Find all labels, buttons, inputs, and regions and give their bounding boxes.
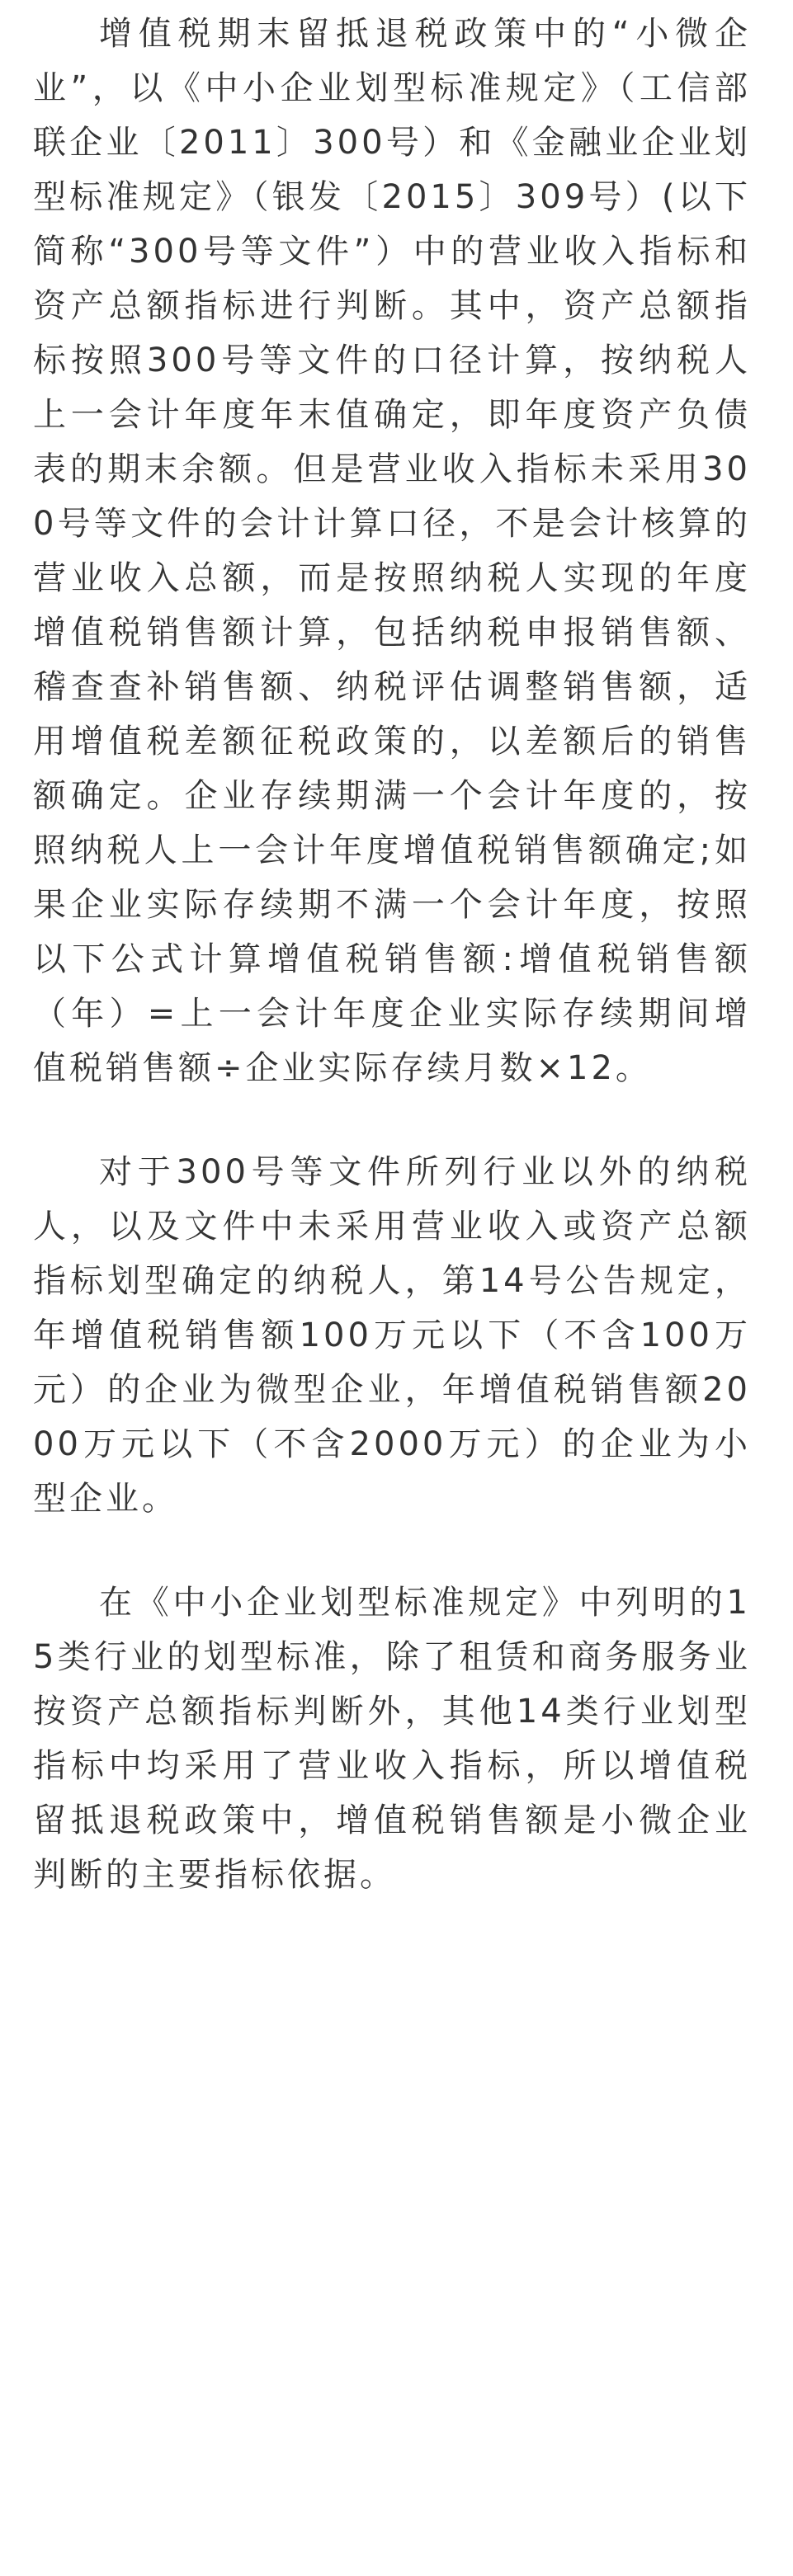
paragraph-3: 在《中小企业划型标准规定》中列明的15类行业的划型标准，除了租赁和商务服务业按资产总额指标判断外，其他14类行业划型指标中均采用了营业收入指标，所以增值税留抵退税政策中，增值税销售额是小微企业判断的主要指标依据。 [33, 1584, 751, 1894]
paragraph-1: 增值税期末留抵退税政策中的“小微企业”，以《中小企业划型标准规定》（工信部联企业〔2011〕300号）和《金融业企业划型标准规定》（银发〔2015〕309号）(以下简称“300号等文件”）中的营业收入指标和资产总额指标进行判断。其中，资产总额指标按照300号等文件的口径计算，按纳税人上一会计年度年末值确定，即年度资产负债表的期末余额。但是营业收入指标未采用300号等文件的会计计算口径，不是会计核算的营业收入总额，而是按照纳税人实现的年度增值税销售额计算，包括纳税申报销售额、稽查查补销售额、纳税评估调整销售额，适用增值税差额征税政策的，以差额后的销售额确定。企业存续期满一个会计年度的，按照纳税人上一会计年度增值税销售额确定;如果企业实际存续期不满一个会计年度，按照以下公式计算增值税销售额:增值税销售额（年）=上一会计年度企业实际存续期间增值税销售额÷企业实际存续月数×12。 [33, 15, 751, 1087]
paragraph-2: 对于300号等文件所列行业以外的纳税人，以及文件中未采用营业收入或资产总额指标划型确定的纳税人，第14号公告规定，年增值税销售额100万元以下（不含100万元）的企业为微型企业，年增值税销售额2000万元以下（不含2000万元）的企业为小型企业。 [33, 1153, 751, 1518]
article-body [33, 7, 751, 1902]
